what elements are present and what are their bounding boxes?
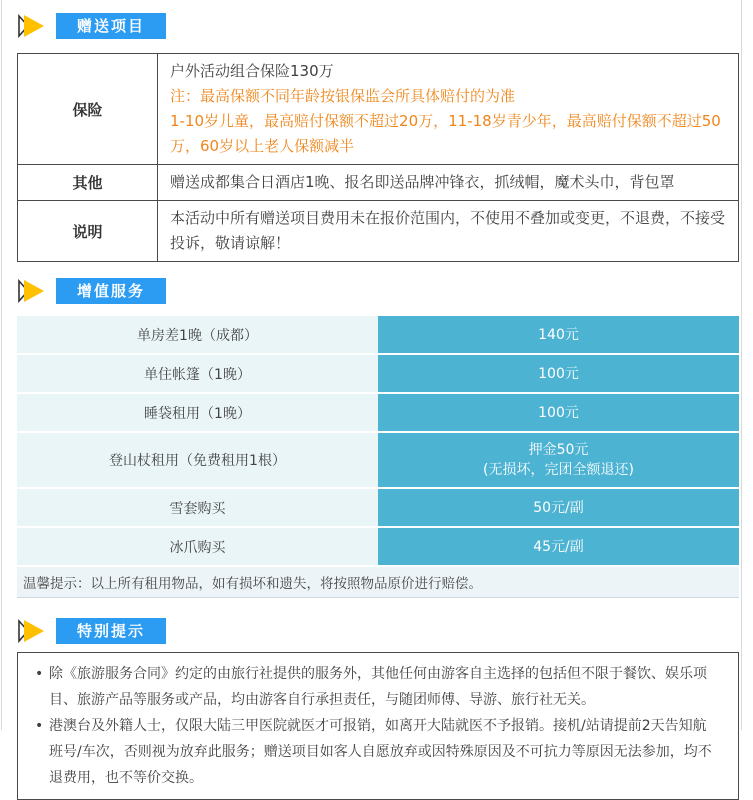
gift-row-label: 保险	[18, 54, 158, 165]
service-price-cell: 45元/副	[378, 528, 739, 565]
service-row	[17, 316, 739, 353]
service-price-cell: 50元/副	[378, 489, 739, 526]
gift-section-header	[17, 0, 739, 39]
service-row	[17, 489, 739, 526]
notice-item: • 除《旅游服务合同》约定的由旅行社提供的服务外，其他任何由游客自主选择的包括但不限于餐饮、娱乐项目、旅游产品等服务或产品，均由游客自行承担责任，与随团师傅、导游、旅行社无关。	[34, 661, 720, 713]
service-price-cell: 100元	[378, 394, 739, 431]
service-name-cell: 单房差1晚（成都）	[17, 316, 378, 353]
gift-row-other	[18, 165, 739, 201]
service-name-cell: 单住帐篷（1晚）	[17, 355, 378, 392]
yellow-arrow-icon	[17, 619, 47, 643]
gift-row-label: 说明	[18, 201, 158, 262]
insurance-note-1: 注：最高保额不同年龄按银保监会所具体赔付的为准	[170, 87, 516, 105]
page	[1, 0, 742, 786]
special-notice-box	[17, 652, 739, 800]
services-section-title-button[interactable]: 增值服务	[56, 278, 166, 304]
gift-row-label: 其他	[18, 165, 158, 201]
gift-row-insurance	[18, 54, 739, 165]
notice-item: • 港澳台及外籍人士，仅限大陆三甲医院就医才可报销，如离开大陆就医不予报销。接机/站请提前2天告知航班号/车次，否则视为放弃此服务；赠送项目如客人自愿放弃或因特殊原因及不可抗力等原因无法参加，均不退费用，也不等价交换。	[34, 713, 720, 791]
special-section-title-button[interactable]: 特别提示	[56, 618, 166, 644]
service-row	[17, 394, 739, 431]
service-row	[17, 433, 739, 487]
gift-section-title-button[interactable]: 赠送项目	[56, 13, 166, 39]
services-tip: 温馨提示：以上所有租用物品，如有损坏和遗失，将按照物品原价进行赔偿。	[17, 567, 739, 598]
service-name-cell: 睡袋租用（1晚）	[17, 394, 378, 431]
service-name-cell: 登山杖租用（免费租用1根）	[17, 433, 378, 487]
gift-table	[17, 53, 739, 262]
service-name-cell: 冰爪购买	[17, 528, 378, 565]
special-section-header	[17, 618, 739, 644]
services-section-header	[17, 278, 739, 304]
service-price-cell: 140元	[378, 316, 739, 353]
insurance-note-2: 1-10岁儿童，最高赔付保额不超过20万，11-18岁青少年，最高赔付保额不超过50万，60岁以上老人保额减半	[170, 112, 721, 155]
yellow-arrow-icon	[17, 14, 47, 38]
notice-list	[34, 661, 720, 791]
service-price-cell: 100元	[378, 355, 739, 392]
service-price-cell	[378, 433, 739, 487]
yellow-arrow-icon	[17, 279, 47, 303]
gift-row-notes	[18, 201, 739, 262]
gift-row-content: 赠送成都集合日酒店1晚、报名即送品牌冲锋衣，抓绒帽，魔术头巾，背包罩	[158, 165, 739, 201]
service-row	[17, 355, 739, 392]
insurance-main-text: 户外活动组合保险130万	[170, 62, 334, 80]
service-name-cell: 雪套购买	[17, 489, 378, 526]
gift-row-content	[158, 54, 739, 165]
services-table	[17, 316, 739, 598]
gift-row-content: 本活动中所有赠送项目费用未在报价范围内，不使用不叠加或变更，不退费，不接受投诉，敬请谅解！	[158, 201, 739, 262]
service-price-note: (无损坏，完团全额退还)	[483, 462, 634, 478]
service-price-value: 押金50元	[528, 442, 589, 458]
service-row	[17, 528, 739, 565]
